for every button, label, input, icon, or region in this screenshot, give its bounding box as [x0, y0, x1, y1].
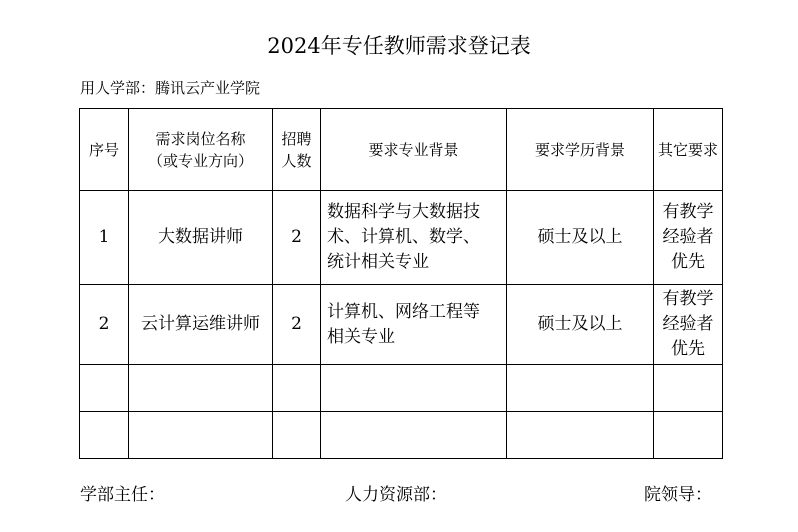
cell-count: 2 [273, 285, 321, 365]
empty-cell [273, 365, 321, 412]
form-title: 2024年专任教师需求登记表 [267, 34, 531, 58]
registration-table [79, 108, 723, 459]
cell-major-line: 计算机、网络工程等 [327, 301, 480, 322]
header-position-line2: （或专业方向） [147, 151, 253, 170]
empty-cell [654, 365, 723, 412]
cell-other [654, 285, 723, 365]
footer-dean: 院领导： [644, 485, 712, 505]
empty-cell [80, 365, 129, 412]
cell-major-line: 数据科学与大数据技 [327, 202, 480, 222]
table-row [80, 285, 723, 365]
cell-seq: 1 [80, 191, 129, 285]
header-count-line1: 招聘 [281, 129, 312, 148]
empty-cell [507, 365, 654, 412]
cell-major-line: 术、计算机、数学、 [327, 227, 480, 247]
table-row [80, 191, 723, 285]
cell-other-line: 经验者 [662, 227, 714, 247]
cell-education: 硕士及以上 [507, 191, 654, 285]
cell-count: 2 [273, 191, 321, 285]
empty-cell [321, 412, 507, 459]
cell-major-line: 相关专业 [327, 326, 395, 347]
cell-other-line: 有教学 [662, 289, 714, 309]
cell-seq: 2 [80, 285, 129, 365]
header-major: 要求专业背景 [321, 109, 507, 191]
empty-cell [129, 365, 273, 412]
cell-major [321, 191, 507, 285]
empty-cell [507, 412, 654, 459]
cell-position: 云计算运维讲师 [129, 285, 273, 365]
header-seq: 序号 [80, 109, 129, 191]
cell-other-line: 优先 [671, 339, 705, 359]
header-position-line1: 需求岗位名称 [155, 129, 246, 148]
empty-cell [129, 412, 273, 459]
header-count-line2: 人数 [281, 151, 312, 170]
footer-dept-head: 学部主任： [80, 485, 165, 505]
header-position [129, 109, 273, 191]
header-other: 其它要求 [654, 109, 723, 191]
cell-other-line: 有教学 [662, 202, 714, 222]
cell-major [321, 285, 507, 365]
cell-major-line: 统计相关专业 [327, 252, 429, 272]
empty-cell [321, 365, 507, 412]
table-row-empty [80, 412, 723, 459]
cell-education: 硕士及以上 [507, 285, 654, 365]
table-row-empty [80, 365, 723, 412]
department-label: 用人学部：腾讯云产业学院 [80, 79, 261, 97]
footer-hr: 人力资源部： [345, 485, 447, 505]
header-count [273, 109, 321, 191]
header-education: 要求学历背景 [507, 109, 654, 191]
cell-other [654, 191, 723, 285]
table-header-row [80, 109, 723, 191]
empty-cell [273, 412, 321, 459]
cell-position: 大数据讲师 [129, 191, 273, 285]
cell-other-line: 优先 [671, 252, 705, 272]
empty-cell [80, 412, 129, 459]
empty-cell [654, 412, 723, 459]
cell-other-line: 经验者 [662, 314, 714, 334]
